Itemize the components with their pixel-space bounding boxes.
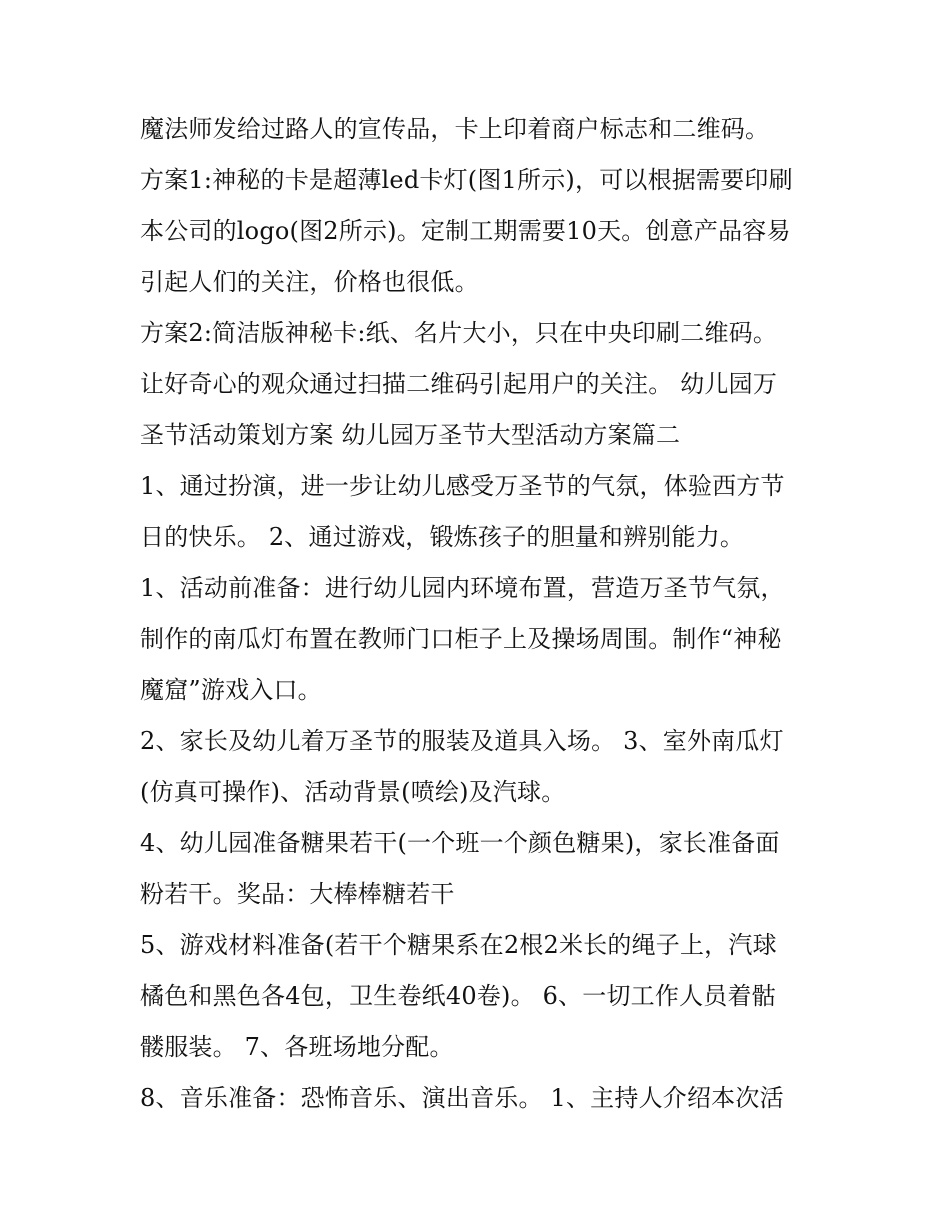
text-line-17: 5、游戏材料准备(若干个糖果系在2根2米长的绳子上，汽球 <box>140 931 777 959</box>
text-line-5: 方案2:简洁版神秘卡:纸、名片大小，只在中央印刷二维码。 <box>140 319 778 347</box>
text-line-13: 2、家长及幼儿着万圣节的服装及道具入场。 3、室外南瓜灯 <box>140 727 784 755</box>
text-line-3: 本公司的logo(图2所示)。定制工期需要10天。创意产品容易 <box>140 217 791 245</box>
text-line-10: 1、活动前准备：进行幼儿园内环境布置，营造万圣节气氛， <box>140 574 785 602</box>
text-line-20: 8、音乐准备：恐怖音乐、演出音乐。 1、主持人介绍本次活 <box>140 1084 784 1112</box>
text-line-15: 4、幼儿园准备糖果若干(一个班一个颜色糖果)，家长准备面 <box>140 829 780 857</box>
text-line-1: 魔法师发给过路人的宣传品，卡上印着商户标志和二维码。 <box>140 115 770 143</box>
text-line-16: 粉若干。奖品：大棒棒糖若干 <box>140 880 455 908</box>
text-line-8: 1、通过扮演，进一步让幼儿感受万圣节的气氛，体验西方节 <box>140 472 785 500</box>
text-line-6: 让好奇心的观众通过扫描二维码引起用户的关注。 幼儿园万 <box>140 370 778 398</box>
text-line-12: 魔窟”游戏入口。 <box>140 676 322 704</box>
text-line-4: 引起人们的关注，价格也很低。 <box>140 268 479 296</box>
text-line-9: 日的快乐。 2、通过游戏，锻炼孩子的胆量和辨别能力。 <box>140 523 745 551</box>
document-body <box>140 104 830 1124</box>
text-line-18: 橘色和黑色各4包，卫生卷纸40卷)。 6、一切工作人员着骷 <box>140 982 776 1010</box>
text-line-19: 髅服装。 7、各班场地分配。 <box>140 1033 454 1061</box>
text-line-2: 方案1:神秘的卡是超薄led卡灯(图1所示)，可以根据需要印刷 <box>140 166 793 194</box>
text-line-14: (仿真可操作)、活动背景(喷绘)及汽球。 <box>140 778 566 806</box>
text-line-7: 圣节活动策划方案 幼儿园万圣节大型活动方案篇二 <box>140 421 681 449</box>
text-line-11: 制作的南瓜灯布置在教师门口柜子上及操场周围。制作“神秘 <box>140 625 782 653</box>
